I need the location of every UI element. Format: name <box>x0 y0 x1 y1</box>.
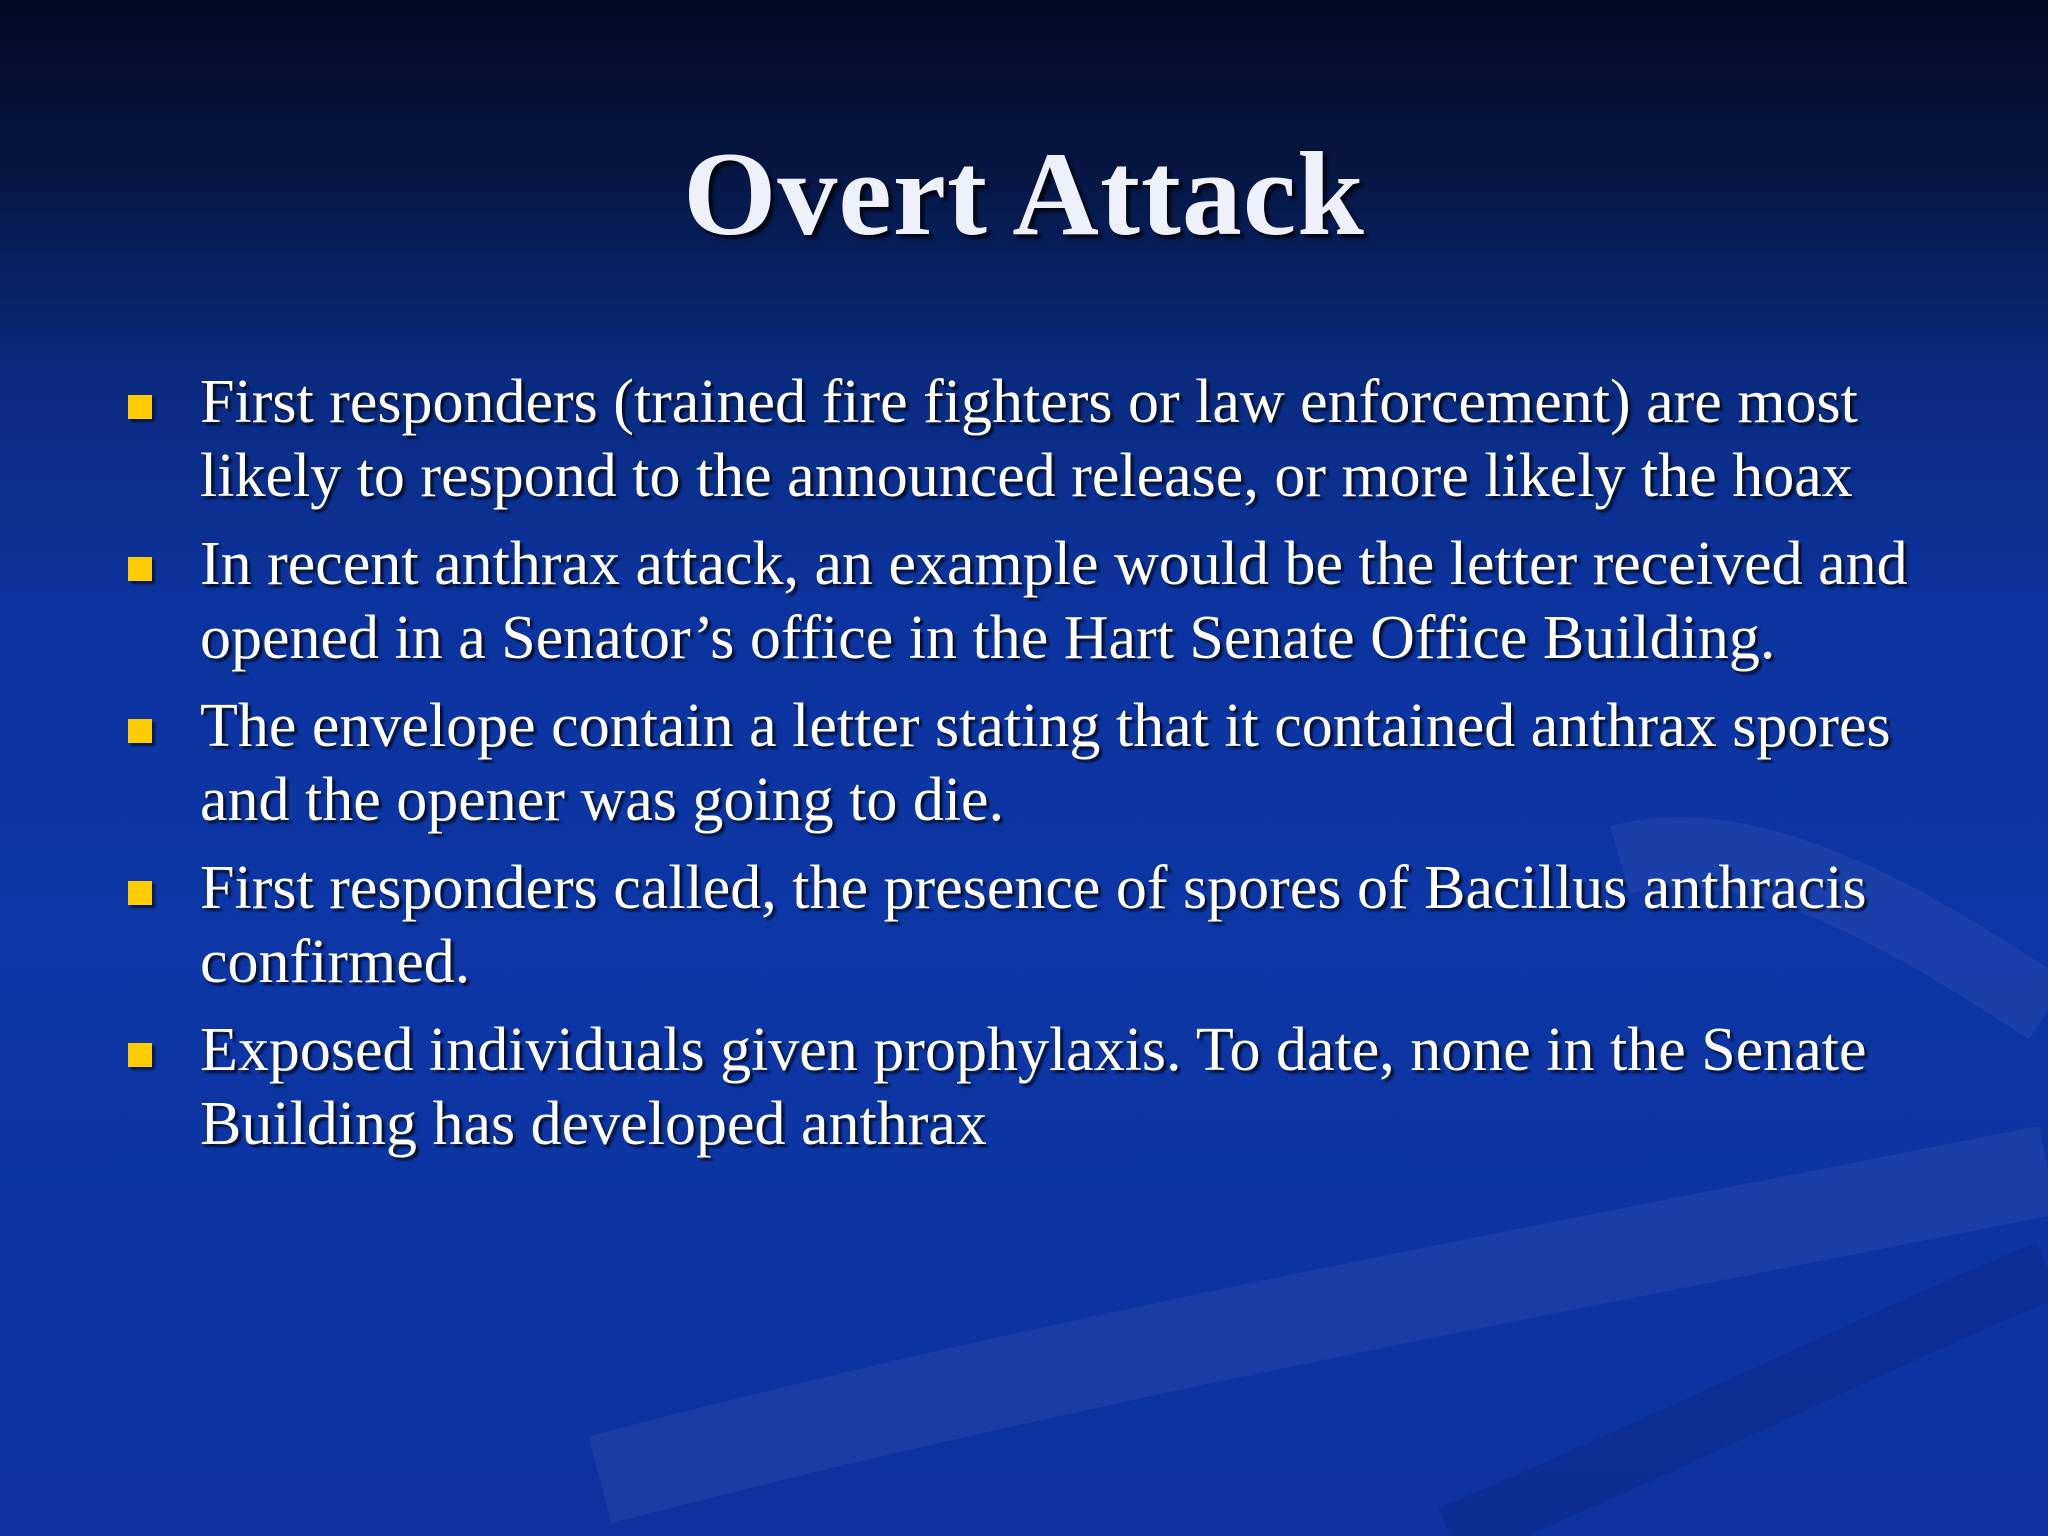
bullet-text: The envelope contain a letter stating that it contained anthrax spores and the opener was going to die. <box>200 692 1891 834</box>
bullet-list <box>120 365 1950 1175</box>
yellow-square-bullet-icon <box>128 719 152 743</box>
yellow-square-bullet-icon <box>128 881 152 905</box>
bullet-text: First responders called, the presence of spores of Bacillus anthracis confirmed. <box>200 854 1867 996</box>
bullet-item <box>120 689 1950 837</box>
bullet-text: Exposed individuals given prophylaxis. To date, none in the Senate Building has developed anthrax <box>200 1016 1867 1158</box>
yellow-square-bullet-icon <box>128 395 152 419</box>
bullet-item <box>120 365 1950 513</box>
yellow-square-bullet-icon <box>128 557 152 581</box>
bullet-text: First responders (trained fire fighters or law enforcement) are most likely to respond to the announced release, or more likely the hoax <box>200 368 1858 510</box>
bullet-item <box>120 1013 1950 1161</box>
bullet-text: In recent anthrax attack, an example would be the letter received and opened in a Senator’s office in the Hart Senate Office Building. <box>200 530 1908 672</box>
bullet-item <box>120 527 1950 675</box>
yellow-square-bullet-icon <box>128 1043 152 1067</box>
bullet-item <box>120 851 1950 999</box>
slide-title: Overt Attack <box>683 127 1365 260</box>
